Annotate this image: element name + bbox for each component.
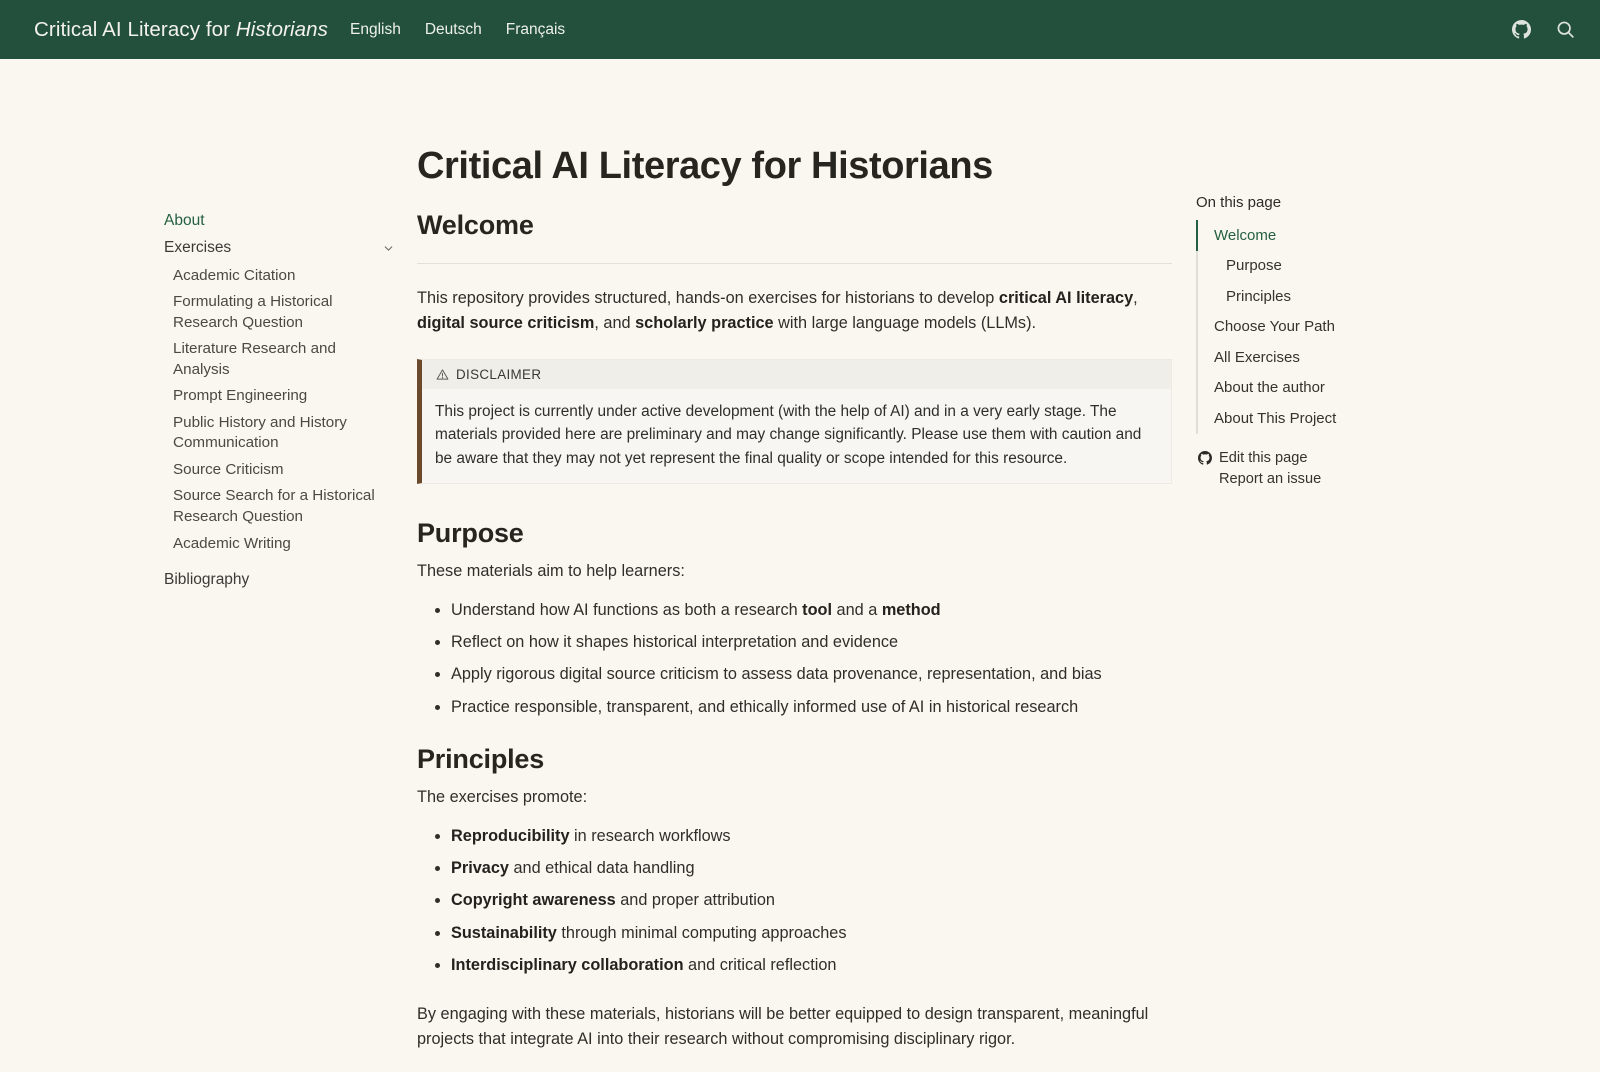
toc-item-principles[interactable]: Principles — [1196, 281, 1600, 312]
nav-link-francais[interactable]: Français — [506, 21, 565, 39]
heading-principles: Principles — [417, 744, 1172, 775]
sidebar-item-public-history[interactable]: Public History and History Communication — [173, 410, 383, 457]
sidebar-item-about[interactable] — [164, 207, 395, 235]
heading-divider — [417, 263, 1172, 264]
sidebar-exercises-sublist — [164, 263, 395, 557]
site-brand-title[interactable] — [34, 18, 328, 42]
main-content — [417, 59, 1172, 1072]
list-item — [417, 888, 1172, 913]
bullet-text: through minimal computing approaches — [557, 924, 847, 942]
bullet-bold-2: method — [882, 601, 941, 619]
welcome-paragraph — [417, 286, 1172, 336]
disclaimer-callout — [417, 359, 1172, 485]
disclaimer-title: DISCLAIMER — [456, 367, 541, 382]
bullet-bold: Copyright awareness — [451, 891, 616, 909]
heading-welcome: Welcome — [417, 210, 1172, 241]
bullet-bold: Reproducibility — [451, 827, 570, 845]
brand-emphasis: Historians — [236, 18, 328, 41]
on-this-page-toc — [1172, 59, 1600, 490]
welcome-bold-2: digital source criticism — [417, 314, 594, 332]
toc-title: On this page — [1196, 194, 1600, 211]
github-icon — [1198, 451, 1212, 465]
welcome-bold-1: critical AI literacy — [999, 289, 1133, 307]
sidebar-item-label: Exercises — [164, 238, 373, 259]
sidebar-item-bibliography[interactable] — [164, 566, 395, 594]
principles-intro: The exercises promote: — [417, 785, 1172, 810]
list-item — [417, 824, 1172, 849]
purpose-list — [417, 598, 1172, 720]
warning-triangle-icon — [435, 367, 449, 381]
top-bar-actions — [1510, 19, 1576, 41]
heading-purpose: Purpose — [417, 518, 1172, 549]
welcome-text-4: with large language models (LLMs). — [774, 314, 1036, 332]
list-item: Reflect on how it shapes historical interpretation and evidence — [417, 630, 1172, 655]
page-layout — [0, 59, 1600, 900]
welcome-text-3: , and — [594, 314, 635, 332]
sidebar-item-source-criticism[interactable]: Source Criticism — [173, 457, 383, 484]
disclaimer-body: This project is currently under active development (with the help of AI) and in a very early stage. The materials provided here are preliminary and may change significantly. Please use them with caution and be aware that they may not yet represent the final quality or scope intended for this resource. — [422, 389, 1171, 484]
bullet-bold: Sustainability — [451, 924, 557, 942]
bullet-text: and proper attribution — [616, 891, 775, 909]
edit-this-page-link[interactable] — [1198, 448, 1600, 469]
purpose-intro: These materials aim to help learners: — [417, 559, 1172, 584]
sidebar-item-academic-writing[interactable]: Academic Writing — [173, 531, 383, 558]
bullet-text-mid: and a — [832, 601, 882, 619]
sidebar-item-label: Bibliography — [164, 570, 395, 591]
list-item — [417, 856, 1172, 881]
bullet-bold: Privacy — [451, 859, 509, 877]
welcome-text-1: This repository provides structured, hands-on exercises for historians to develop — [417, 289, 999, 307]
toc-item-about-this-project[interactable]: About This Project — [1196, 403, 1600, 434]
bullet-text: in research workflows — [570, 827, 731, 845]
top-navigation-bar — [0, 0, 1600, 59]
bullet-text: and ethical data handling — [509, 859, 695, 877]
sidebar-item-source-search[interactable]: Source Search for a Historical Research Question — [173, 483, 383, 530]
toc-item-welcome[interactable]: Welcome — [1196, 220, 1600, 251]
bullet-text: and critical reflection — [684, 956, 837, 974]
report-an-issue-label: Report an issue — [1219, 471, 1321, 487]
sidebar-item-exercises[interactable] — [164, 235, 395, 263]
closing-paragraph: By engaging with these materials, historians will be better equipped to design transparent, meaningful projects that integrate AI into their research without compromising disciplinary rigor. — [417, 1002, 1172, 1052]
search-icon[interactable] — [1554, 19, 1576, 41]
toc-list — [1196, 220, 1600, 434]
list-item: Apply rigorous digital source criticism to assess data provenance, representation, and bias — [417, 662, 1172, 687]
sidebar-item-academic-citation[interactable]: Academic Citation — [173, 263, 383, 290]
nav-link-english[interactable]: English — [350, 21, 401, 39]
list-item — [417, 598, 1172, 623]
sidebar-item-prompt-engineering[interactable]: Prompt Engineering — [173, 383, 383, 410]
toc-item-all-exercises[interactable]: All Exercises — [1196, 342, 1600, 373]
list-item — [417, 921, 1172, 946]
toc-item-choose-your-path[interactable]: Choose Your Path — [1196, 312, 1600, 343]
nav-link-deutsch[interactable]: Deutsch — [425, 21, 482, 39]
principles-list — [417, 824, 1172, 978]
list-item: Practice responsible, transparent, and ethically informed use of AI in historical research — [417, 695, 1172, 720]
sidebar-spacer — [164, 557, 395, 566]
welcome-bold-3: scholarly practice — [635, 314, 773, 332]
sidebar-item-label: About — [164, 211, 395, 232]
toc-footer-links — [1196, 448, 1600, 490]
bullet-bold: Interdisciplinary collaboration — [451, 956, 684, 974]
chevron-down-icon[interactable] — [381, 242, 395, 256]
bullet-bold: tool — [802, 601, 832, 619]
sidebar-item-literature-research[interactable]: Literature Research and Analysis — [173, 336, 383, 383]
github-icon[interactable] — [1510, 19, 1532, 41]
report-an-issue-link[interactable] — [1198, 469, 1600, 490]
welcome-text-2: , — [1133, 289, 1138, 307]
list-item — [417, 953, 1172, 978]
sidebar-item-formulating-research-question[interactable]: Formulating a Historical Research Question — [173, 289, 383, 336]
toc-item-purpose[interactable]: Purpose — [1196, 251, 1600, 282]
bullet-text: Understand how AI functions as both a research — [451, 601, 802, 619]
toc-item-about-the-author[interactable]: About the author — [1196, 373, 1600, 404]
language-nav — [350, 21, 565, 39]
left-sidebar — [0, 59, 417, 594]
disclaimer-callout-header — [422, 360, 1171, 389]
brand-text: Critical AI Literacy for — [34, 18, 236, 41]
page-title: Critical AI Literacy for Historians — [417, 145, 1172, 188]
edit-this-page-label: Edit this page — [1219, 450, 1307, 466]
